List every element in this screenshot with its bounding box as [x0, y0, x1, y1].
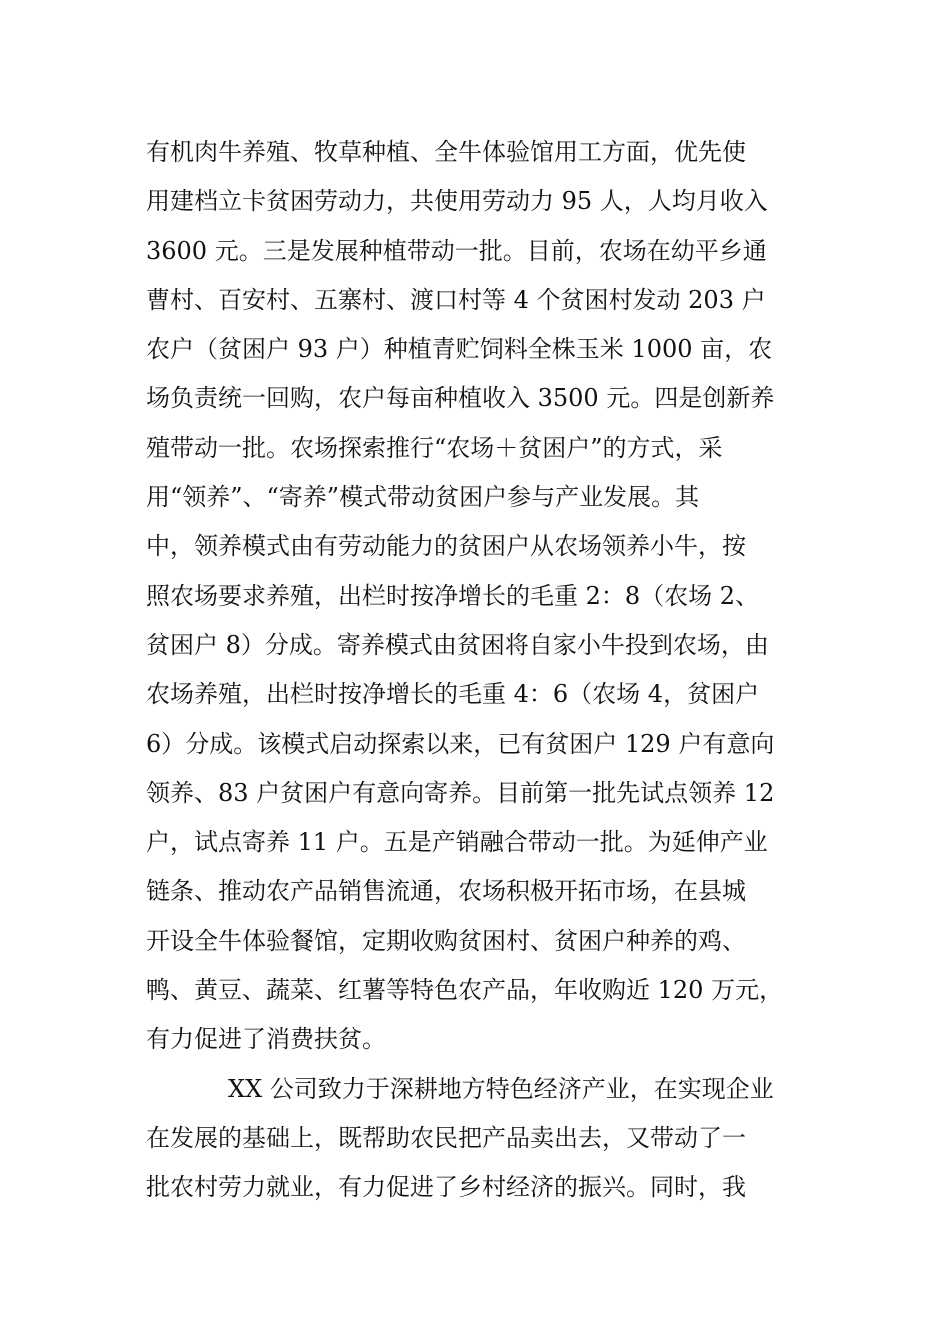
text-line: 场负责统一回购，农户每亩种植收入 3500 元。四是创新养: [146, 384, 775, 413]
text-line: 曹村、百安村、五寨村、渡口村等 4 个贫困村发动 203 户: [146, 285, 766, 314]
text-line: 开设全牛体验餐馆，定期收购贫困村、贫困户种养的鸡、: [146, 926, 746, 955]
text-line: 领养、83 户贫困户有意向寄养。目前第一批先试点领养 12: [146, 778, 775, 807]
text-line: 农场养殖，出栏时按净增长的毛重 4：6（农场 4，贫困户: [146, 680, 760, 709]
text-line: 批农村劳力就业，有力促进了乡村经济的振兴。同时，我: [146, 1173, 746, 1202]
text-line: 照农场要求养殖，出栏时按净增长的毛重 2：8（农场 2、: [146, 581, 760, 610]
text-line: 在发展的基础上，既帮助农民把产品卖出去，又带动了一: [146, 1123, 746, 1152]
text-line: 3600 元。三是发展种植带动一批。目前，农场在幼平乡通: [146, 236, 767, 265]
text-line: 链条、推动农产品销售流通，农场积极开拓市场，在县城: [146, 877, 746, 906]
text-line: 农户（贫困户 93 户）种植青贮饲料全株玉米 1000 亩，农: [146, 335, 773, 364]
text-line: 户，试点寄养 11 户。五是产销融合带动一批。为延伸产业: [146, 828, 768, 857]
text-line: 有力促进了消费扶贫。: [146, 1025, 386, 1054]
text-line: 6）分成。该模式启动探索以来，已有贫困户 129 户有意向: [146, 729, 775, 758]
paragraph-start-line: XX 公司致力于深耕地方特色经济产业，在实现企业: [228, 1074, 774, 1103]
text-line: 中，领养模式由有劳动能力的贫困户从农场领养小牛，按: [146, 532, 746, 561]
text-line: 鸭、黄豆、蔬菜、红薯等特色农产品，年收购近 120 万元，: [146, 976, 784, 1005]
text-line: 用“领养”、“寄养”模式带动贫困户参与产业发展。其: [146, 483, 700, 512]
text-line: 用建档立卡贫困劳动力，共使用劳动力 95 人，人均月收入: [146, 187, 768, 216]
text-line: 殖带动一批。农场探索推行“农场＋贫困户”的方式，采: [146, 433, 723, 462]
document-body: [146, 128, 826, 1213]
text-line: 贫困户 8）分成。寄养模式由贫困将自家小牛投到农场，由: [146, 630, 769, 659]
text-line: 有机肉牛养殖、牧草种植、全牛体验馆用工方面，优先使: [146, 138, 746, 166]
